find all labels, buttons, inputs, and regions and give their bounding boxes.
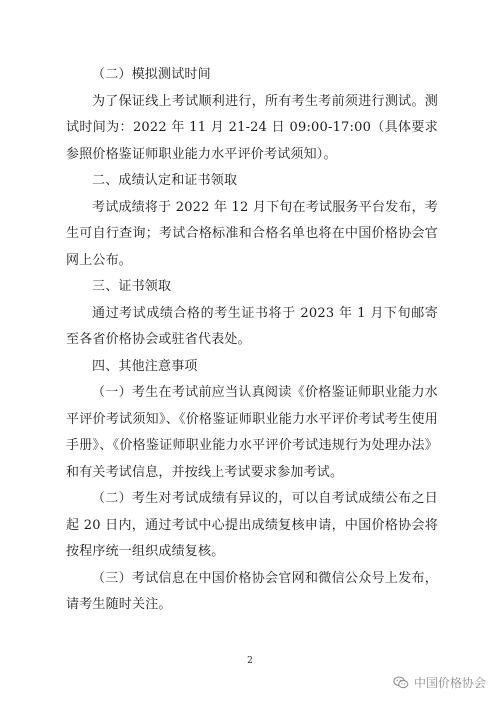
paragraph-mock-test: 为了保证线上考试顺利进行，所有考生考前须进行测试。测试时间为：2022 年 11 月 21-24 日 09:00-17:00（具体要求参照价格鉴证师职业能力水平评价考试须知）。	[66, 93, 438, 162]
paragraph-note-3: （三）考试信息在中国价格协会官网和微信公众号上发布，请考生随时关注。	[66, 570, 438, 612]
watermark	[393, 674, 486, 691]
section-heading-mock-test: （二）模拟测试时间	[92, 67, 211, 82]
section-heading-score-certificate: 二、成绩认定和证书领取	[92, 173, 238, 188]
page-number: 2	[247, 656, 253, 666]
paragraph-score-release: 考试成绩将于 2022 年 12 月下旬在考试服务平台发布，考生可自行查询；考试合格标准和合格名单也将在中国价格协会官网上公布。	[66, 199, 438, 268]
wechat-icon	[393, 676, 409, 689]
paragraph-certificate-mailing: 通过考试成绩合格的考生证书将于 2023 年 1 月下旬邮寄至各省价格协会或驻省代表处。	[66, 305, 438, 347]
document-body	[66, 62, 438, 619]
section-heading-certificate-collection: 三、证书领取	[92, 279, 172, 294]
watermark-text: 中国价格协会	[413, 676, 486, 690]
section-heading-other-notes: 四、其他注意事项	[92, 358, 198, 374]
paragraph-note-2: （二）考生对考试成绩有异议的，可以自考试成绩公布之日起 20 日内，通过考试中心提出成绩复核申请，中国价格协会将按程序统一组织成绩复核。	[66, 491, 438, 559]
paragraph-note-1: （一）考生在考试前应当认真阅读《价格鉴证师职业能力水平评价考试须知》、《价格鉴证师职业能力水平评价考试考生使用手册》、《价格鉴证师职业能力水平评价考试违规行为处理办法》和有关考试信息，并按线上考试要求参加考试。	[66, 385, 438, 480]
